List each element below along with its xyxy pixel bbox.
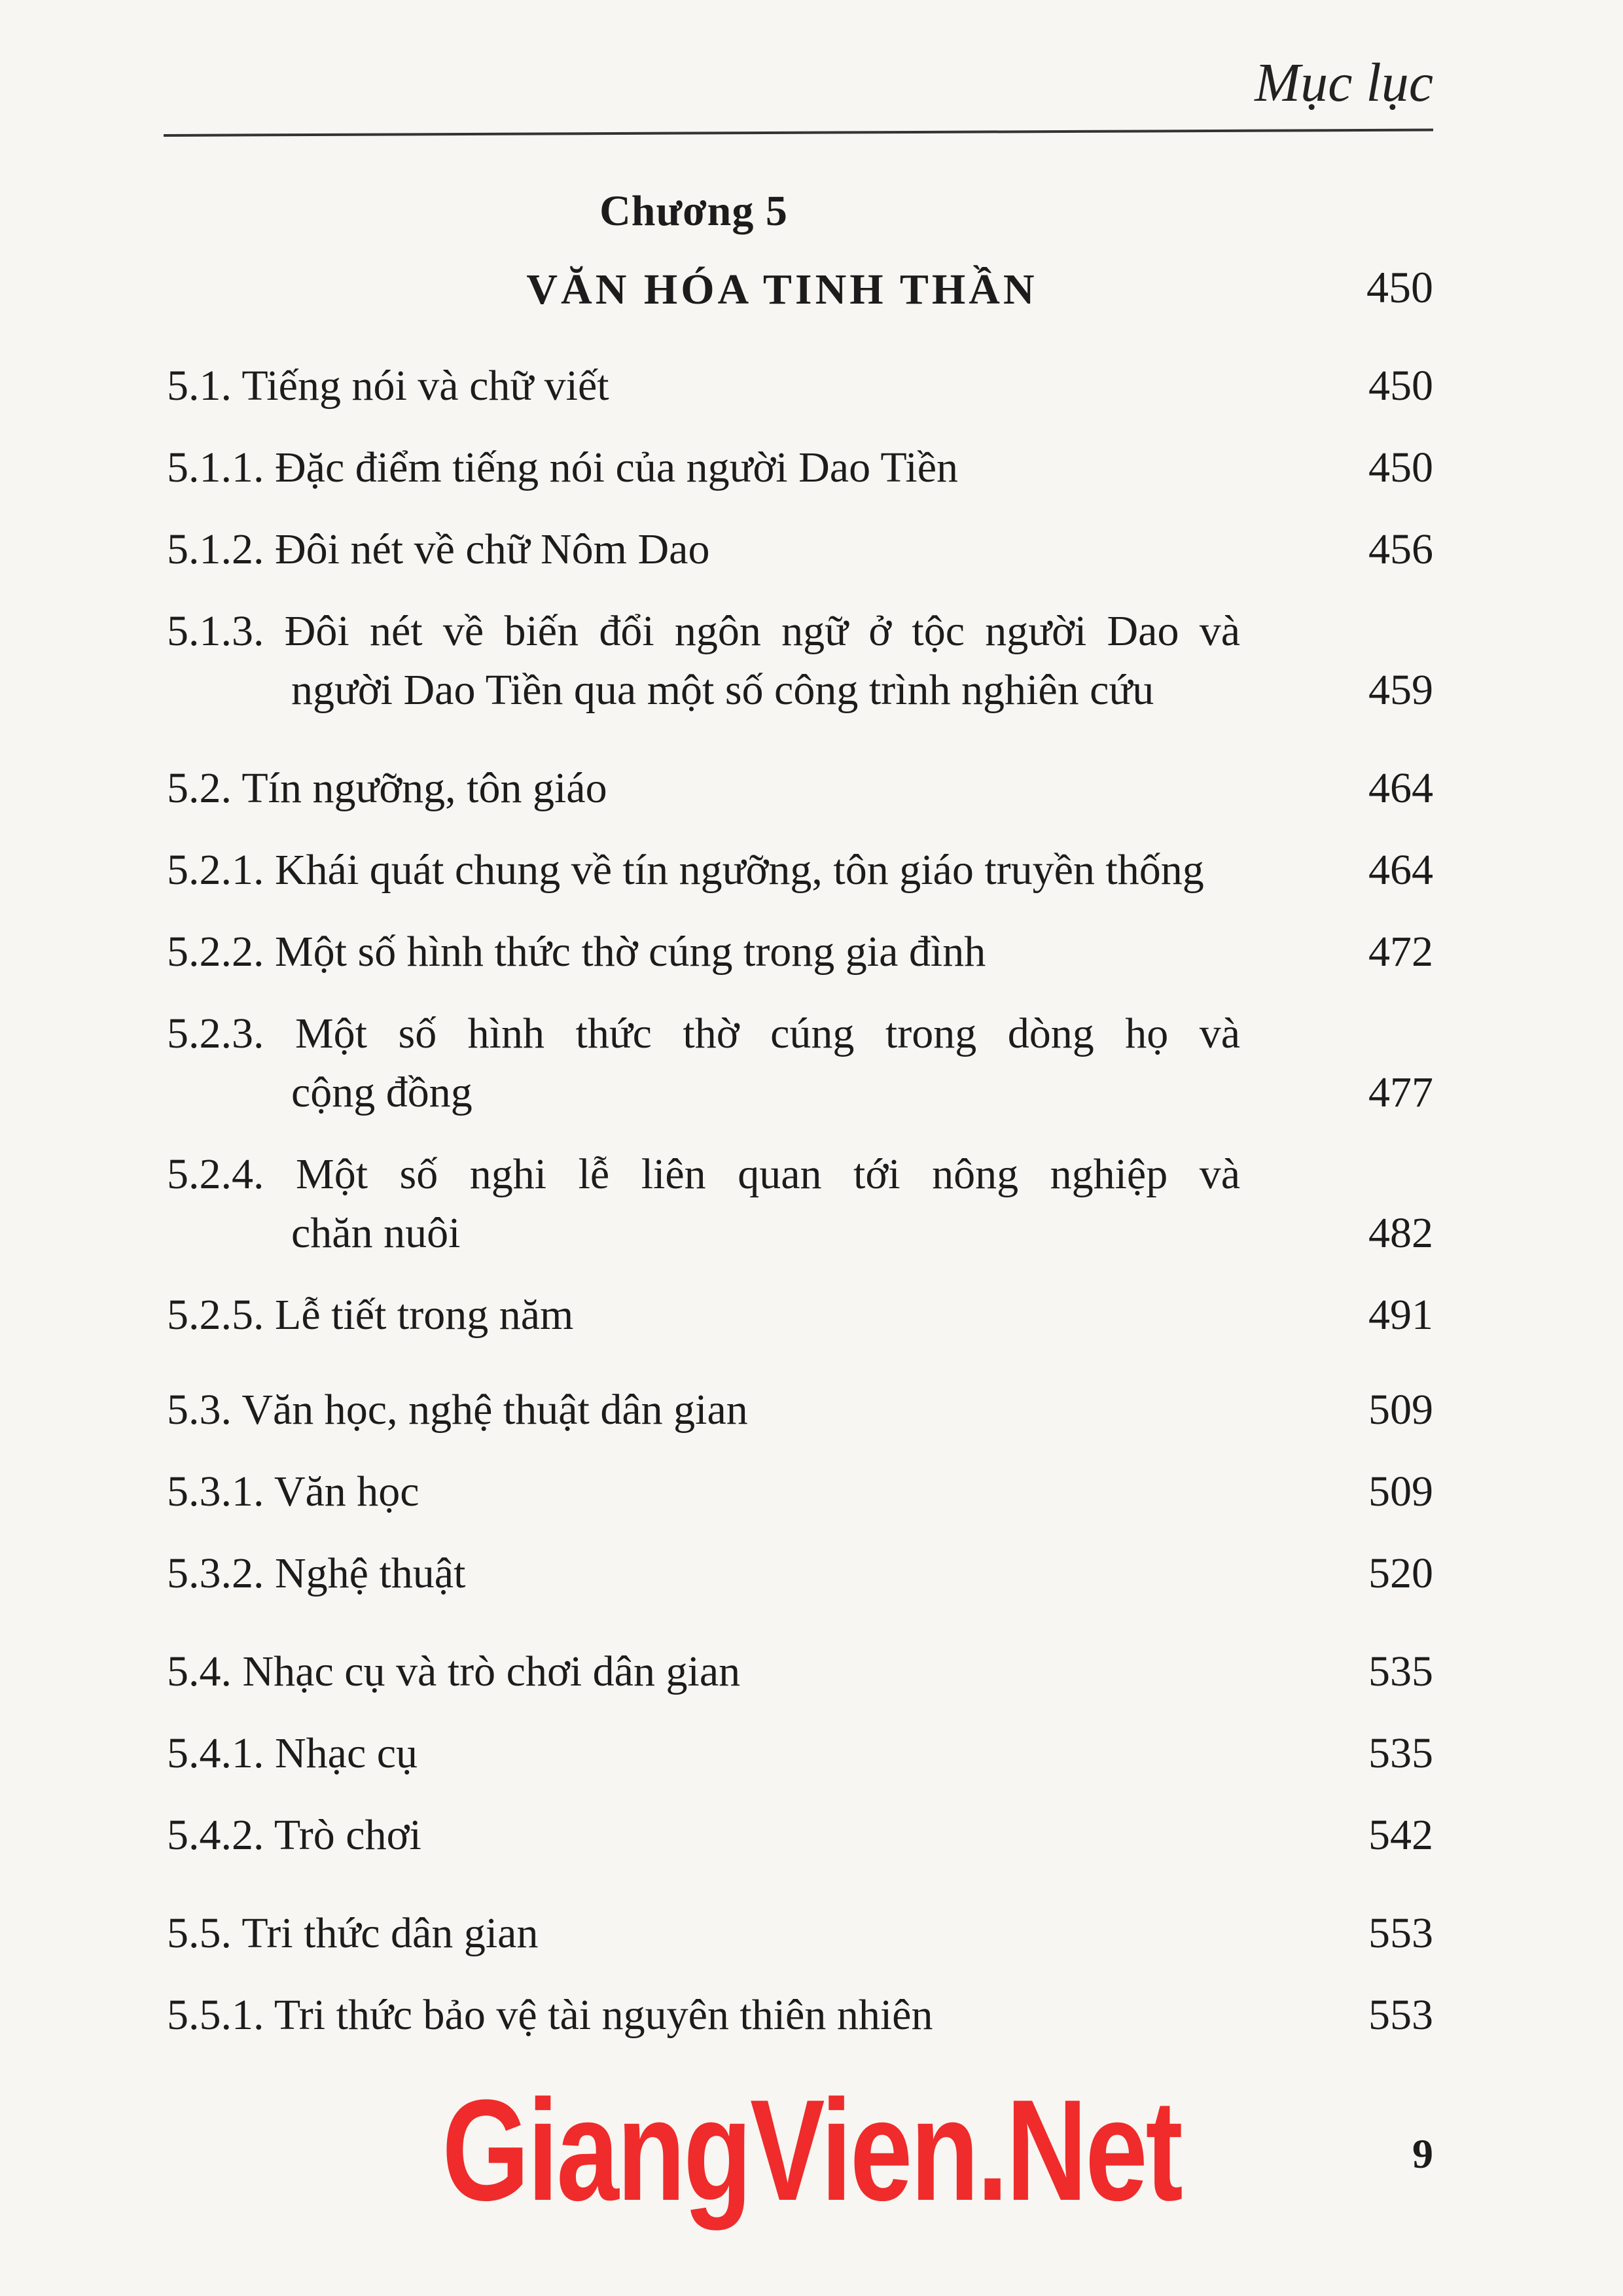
- toc-entry-title: [167, 1806, 1240, 1865]
- toc-entry-number: 5.2.3.: [167, 1010, 264, 1057]
- toc-entry-label: Văn học, nghệ thuật dân gian: [241, 1386, 748, 1434]
- toc-entry-page: 450: [1368, 362, 1433, 410]
- toc-subsection: [167, 923, 1433, 981]
- toc-subsection: [167, 1806, 1433, 1865]
- toc-entry-page: 542: [1368, 1811, 1433, 1859]
- toc-subsection: [167, 1462, 1433, 1521]
- toc-entry-number: 5.1.3.: [167, 607, 264, 655]
- toc-entry-title: [167, 1986, 1240, 2045]
- toc-entry-title: [167, 602, 1240, 661]
- toc-entry-label: Nhạc cụ: [275, 1729, 418, 1777]
- toc-entry-label: Nghệ thuật: [275, 1549, 466, 1597]
- toc-entry-title: [167, 923, 1240, 981]
- toc-entry-number: 5.1.2.: [167, 525, 264, 573]
- toc-subsection: [167, 1145, 1433, 1263]
- toc-entry-title: [167, 1004, 1240, 1063]
- toc-entry-number: 5.3.: [167, 1386, 232, 1434]
- toc-entry-label: Trò chơi: [274, 1811, 421, 1859]
- toc-entry-title: [167, 1381, 1240, 1439]
- toc-entry-title: [167, 438, 1240, 497]
- toc-entry-title: [167, 1904, 1240, 1963]
- chapter-page-number: 450: [1366, 262, 1433, 312]
- toc-entry-page: 456: [1368, 525, 1433, 573]
- toc-entry-number: 5.1.1.: [167, 444, 264, 491]
- toc-entry-page: 477: [1368, 1069, 1433, 1116]
- toc-entry-title: [167, 841, 1240, 900]
- toc-section: [167, 357, 1433, 415]
- toc-entry-page: 535: [1368, 1729, 1433, 1777]
- toc-entry-title: [167, 1642, 1240, 1701]
- toc-entry-continuation: chăn nuôi: [291, 1209, 461, 1257]
- toc-entry-title: [167, 1145, 1240, 1204]
- toc-entry-page: 509: [1368, 1468, 1433, 1515]
- toc-entry-label: Một số hình thức thờ cúng trong gia đình: [275, 928, 986, 976]
- toc-entry-page: 459: [1368, 666, 1433, 714]
- toc-entry-title: [167, 759, 1240, 818]
- toc-entry-label: Tri thức bảo vệ tài nguyên thiên nhiên: [274, 1991, 933, 2039]
- toc-entry-number: 5.2.1.: [167, 846, 264, 894]
- toc-section: [167, 1904, 1433, 1963]
- toc-entry-number: 5.3.1.: [167, 1468, 264, 1515]
- toc-subsection: [167, 841, 1433, 900]
- toc-entry-number: 5.4.: [167, 1648, 232, 1695]
- toc-entry-label: Văn học: [274, 1468, 419, 1515]
- toc-entry-label: Đặc điểm tiếng nói của người Dao Tiền: [275, 444, 959, 491]
- toc-entry-number: 5.2.4.: [167, 1150, 264, 1198]
- toc-entry-label: Đôi nét về biến đổi ngôn ngữ ở tộc người Dao và: [284, 607, 1241, 655]
- toc-subsection: [167, 438, 1433, 497]
- toc-entry-number: 5.3.2.: [167, 1549, 264, 1597]
- toc-entry-label: Một số hình thức thờ cúng trong dòng họ và: [295, 1010, 1241, 1057]
- toc-entry-label: Tín ngưỡng, tôn giáo: [241, 764, 607, 812]
- chapter-label: Chương 5: [599, 187, 788, 235]
- toc-entry-number: 5.4.2.: [167, 1811, 264, 1859]
- toc-entry-label: Một số nghi lễ liên quan tới nông nghiệp và: [296, 1150, 1241, 1198]
- toc-entry-label: Khái quát chung về tín ngưỡng, tôn giáo truyền thống: [275, 846, 1204, 894]
- toc-entry-label: Lễ tiết trong năm: [275, 1291, 574, 1339]
- toc-entry-label: Đôi nét về chữ Nôm Dao: [275, 525, 710, 573]
- toc-section: [167, 1381, 1433, 1439]
- toc-entry-number: 5.5.: [167, 1909, 232, 1957]
- toc-entry-title: [167, 1724, 1240, 1783]
- toc-subsection: [167, 1986, 1433, 2045]
- toc-entry-continuation: người Dao Tiền qua một số công trình nghiên cứu: [291, 666, 1154, 714]
- toc-entry-label: Tiếng nói và chữ viết: [241, 362, 609, 410]
- toc-entry-number: 5.2.: [167, 764, 232, 812]
- toc-section: [167, 1642, 1433, 1701]
- toc-entry-title: [167, 1462, 1240, 1521]
- toc-entry-number: 5.1.: [167, 362, 232, 410]
- toc-entry-number: 5.2.5.: [167, 1291, 264, 1339]
- toc-entry-page: 472: [1368, 928, 1433, 976]
- toc-entry-continuation: cộng đồng: [291, 1069, 473, 1116]
- chapter-title: VĂN HÓA TINH THẦN: [526, 266, 1038, 313]
- toc-entry-title: [167, 520, 1240, 579]
- toc-entry-number: 5.2.2.: [167, 928, 264, 976]
- toc-entry-number: 5.5.1.: [167, 1991, 264, 2039]
- toc-section: [167, 759, 1433, 818]
- toc-entry-label: Tri thức dân gian: [241, 1909, 539, 1957]
- toc-entry-page: 509: [1368, 1386, 1433, 1434]
- toc-subsection: [167, 602, 1433, 720]
- toc-entry-page: 482: [1368, 1209, 1433, 1257]
- toc-entry-page: 450: [1368, 444, 1433, 491]
- toc-entry-page: 553: [1368, 1909, 1433, 1957]
- toc-entry-label: Nhạc cụ và trò chơi dân gian: [242, 1648, 741, 1695]
- toc-subsection: [167, 520, 1433, 579]
- toc-subsection: [167, 1286, 1433, 1345]
- toc-subsection: [167, 1544, 1433, 1603]
- watermark-logo: GiangVien.Net: [442, 2070, 1181, 2231]
- toc-entry-page: 535: [1368, 1648, 1433, 1695]
- running-header: Mục lục: [1255, 52, 1433, 113]
- toc-subsection: [167, 1724, 1433, 1783]
- toc-entry-number: 5.4.1.: [167, 1729, 264, 1777]
- page-number: 9: [1412, 2130, 1433, 2177]
- toc-entry-title: [167, 1286, 1240, 1345]
- toc-entry-page: 464: [1368, 764, 1433, 812]
- toc-entry-title: [167, 357, 1240, 415]
- toc-entry-page: 553: [1368, 1991, 1433, 2039]
- toc-entry-title: [167, 1544, 1240, 1603]
- toc-entry-page: 464: [1368, 846, 1433, 894]
- toc-subsection: [167, 1004, 1433, 1122]
- toc-entry-page: 520: [1368, 1549, 1433, 1597]
- toc-entry-page: 491: [1368, 1291, 1433, 1339]
